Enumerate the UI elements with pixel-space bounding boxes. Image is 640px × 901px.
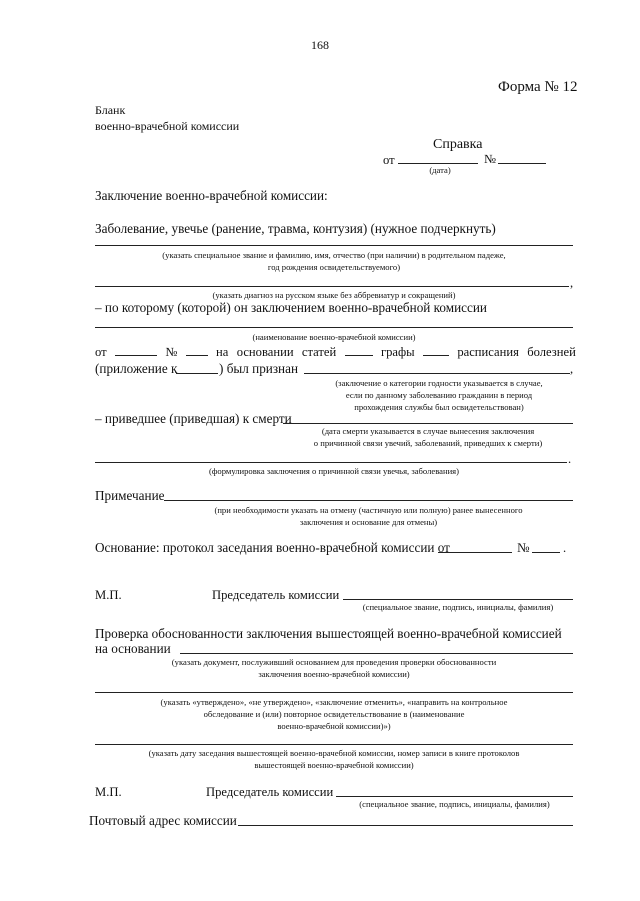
review-result-hint-2: обследование и (или) повторное освидетельствование в (наименование bbox=[203, 709, 465, 719]
articles-column-blank[interactable] bbox=[423, 344, 449, 356]
certificate-from: от bbox=[383, 153, 395, 167]
review-result-hint-1: (указать «утверждено», «не утверждено», «заключение отменить», «направить на контрольное bbox=[160, 697, 508, 707]
by-which-line: – по которому (которой) он заключением военно-врачебной комиссии bbox=[95, 300, 487, 315]
causal-hint: (формулировка заключения о причинной связи увечья, заболевания) bbox=[209, 466, 459, 476]
review-doc-hint-1: (указать документ, послуживший основанием для проведения проверки обоснованности bbox=[171, 657, 497, 667]
review-basis-line[interactable] bbox=[180, 653, 573, 654]
appendix-pre: (приложение к bbox=[95, 361, 178, 376]
category-line[interactable] bbox=[304, 373, 570, 374]
review-meeting-hint-1: (указать дату заседания вышестоящей военно-врачебной комиссии, номер записи в книге протоколов bbox=[148, 748, 520, 758]
review-result-line[interactable] bbox=[95, 692, 573, 693]
death-line: – приведшее (приведшая) к смерти bbox=[95, 411, 292, 426]
diagnosis-line[interactable] bbox=[95, 286, 569, 287]
page-number: 168 bbox=[311, 38, 329, 52]
articles-date-blank[interactable] bbox=[115, 344, 157, 356]
seal-label-2: М.П. bbox=[95, 785, 122, 799]
causal-dot: . bbox=[568, 452, 572, 466]
appendix-post: ) был признан bbox=[219, 361, 299, 376]
basis-line: Основание: протокол заседания военно-врачебной комиссии от bbox=[95, 540, 450, 555]
review-line-2: на основании bbox=[95, 641, 171, 656]
review-meeting-hint-2: вышестоящей военно-врачебной комиссии) bbox=[254, 760, 414, 770]
certificate-title: Справка bbox=[433, 137, 483, 152]
articles-number-sign: № bbox=[165, 345, 178, 359]
commission-hint: (наименование военно-врачебной комиссии) bbox=[252, 332, 416, 342]
category-hint-2: если по данному заболеванию гражданин в период bbox=[345, 390, 533, 400]
conclusion-heading: Заключение военно-врачебной комиссии: bbox=[95, 188, 328, 203]
death-date-line[interactable] bbox=[283, 423, 573, 424]
review-result-hint-3: военно-врачебной комиссии)») bbox=[277, 721, 391, 731]
note-hint-2: заключения и основание для отмены) bbox=[299, 517, 438, 527]
basis-number-line[interactable] bbox=[532, 552, 560, 553]
note-label: Примечание bbox=[95, 488, 165, 503]
articles-articles-blank[interactable] bbox=[345, 344, 373, 356]
form-number: Форма № 12 bbox=[498, 79, 578, 95]
name-hint-2: год рождения освидетельствуемого) bbox=[267, 262, 401, 272]
review-meeting-line[interactable] bbox=[95, 744, 573, 745]
category-hint-1: (заключение о категории годности указывается в случае, bbox=[335, 378, 543, 388]
articles-from: от bbox=[95, 345, 107, 359]
articles-schedule: расписания bbox=[457, 345, 519, 359]
basis-dot: . bbox=[563, 541, 567, 555]
chairman-sign-hint-2: (специальное звание, подпись, инициалы, фамилия) bbox=[359, 799, 550, 809]
chairman-sign-line[interactable] bbox=[343, 599, 573, 600]
articles-column: графы bbox=[380, 345, 415, 359]
note-hint-1: (при необходимости указать на отмену (частичную или полную) ранее вынесенного bbox=[214, 505, 523, 515]
certificate-number-line[interactable] bbox=[498, 163, 546, 164]
chairman-label: Председатель комиссии bbox=[212, 588, 340, 602]
disease-line: Заболевание, увечье (ранение, травма, контузия) (нужное подчеркнуть) bbox=[95, 221, 496, 236]
chairman-sign-hint: (специальное звание, подпись, инициалы, фамилия) bbox=[362, 602, 554, 612]
commission-line[interactable] bbox=[95, 327, 573, 328]
blank-commission: военно-врачебной комиссии bbox=[95, 119, 240, 133]
date-hint: (дата) bbox=[429, 165, 451, 175]
review-doc-hint-2: заключения военно-врачебной комиссии) bbox=[258, 669, 410, 679]
diagnosis-hint: (указать диагноз на русском языке без аббревиатур и сокращений) bbox=[212, 290, 456, 300]
category-hint-3: прохождения службы был освидетельствован) bbox=[354, 402, 524, 412]
death-hint-1: (дата смерти указывается в случае вынесения заключения bbox=[321, 426, 535, 436]
causal-line[interactable] bbox=[95, 462, 567, 463]
seal-label: М.П. bbox=[95, 588, 122, 602]
basis-number-sign: № bbox=[517, 540, 530, 555]
certificate-number-sign: № bbox=[484, 152, 497, 166]
blank-label: Бланк bbox=[95, 103, 126, 117]
name-hint-1: (указать специальное звание и фамилию, имя, отчество (при наличии) в родительном падеже, bbox=[162, 250, 506, 260]
certificate-date-line[interactable] bbox=[398, 163, 478, 164]
articles-line bbox=[95, 344, 576, 359]
category-comma: , bbox=[570, 362, 574, 376]
articles-diseases: болезней bbox=[527, 345, 576, 359]
articles-basis-2: основании bbox=[236, 345, 294, 359]
chairman-sign-line-2[interactable] bbox=[336, 796, 573, 797]
diagnosis-comma: , bbox=[570, 276, 574, 290]
chairman-label-2: Председатель комиссии bbox=[206, 785, 334, 799]
review-line-1: Проверка обоснованности заключения вышестоящей военно-врачебной комиссией bbox=[95, 626, 562, 641]
death-hint-2: о причинной связи увечий, заболеваний, приведших к смерти) bbox=[313, 438, 543, 448]
articles-number-blank[interactable] bbox=[186, 344, 208, 356]
appendix-line[interactable] bbox=[176, 373, 218, 374]
note-line[interactable] bbox=[164, 500, 573, 501]
articles-basis: на bbox=[216, 345, 229, 359]
name-line[interactable] bbox=[95, 245, 573, 246]
address-label: Почтовый адрес комиссии bbox=[89, 813, 237, 828]
articles-articles: статей bbox=[301, 345, 337, 359]
basis-date-line[interactable] bbox=[438, 552, 512, 553]
address-line[interactable] bbox=[238, 825, 573, 826]
